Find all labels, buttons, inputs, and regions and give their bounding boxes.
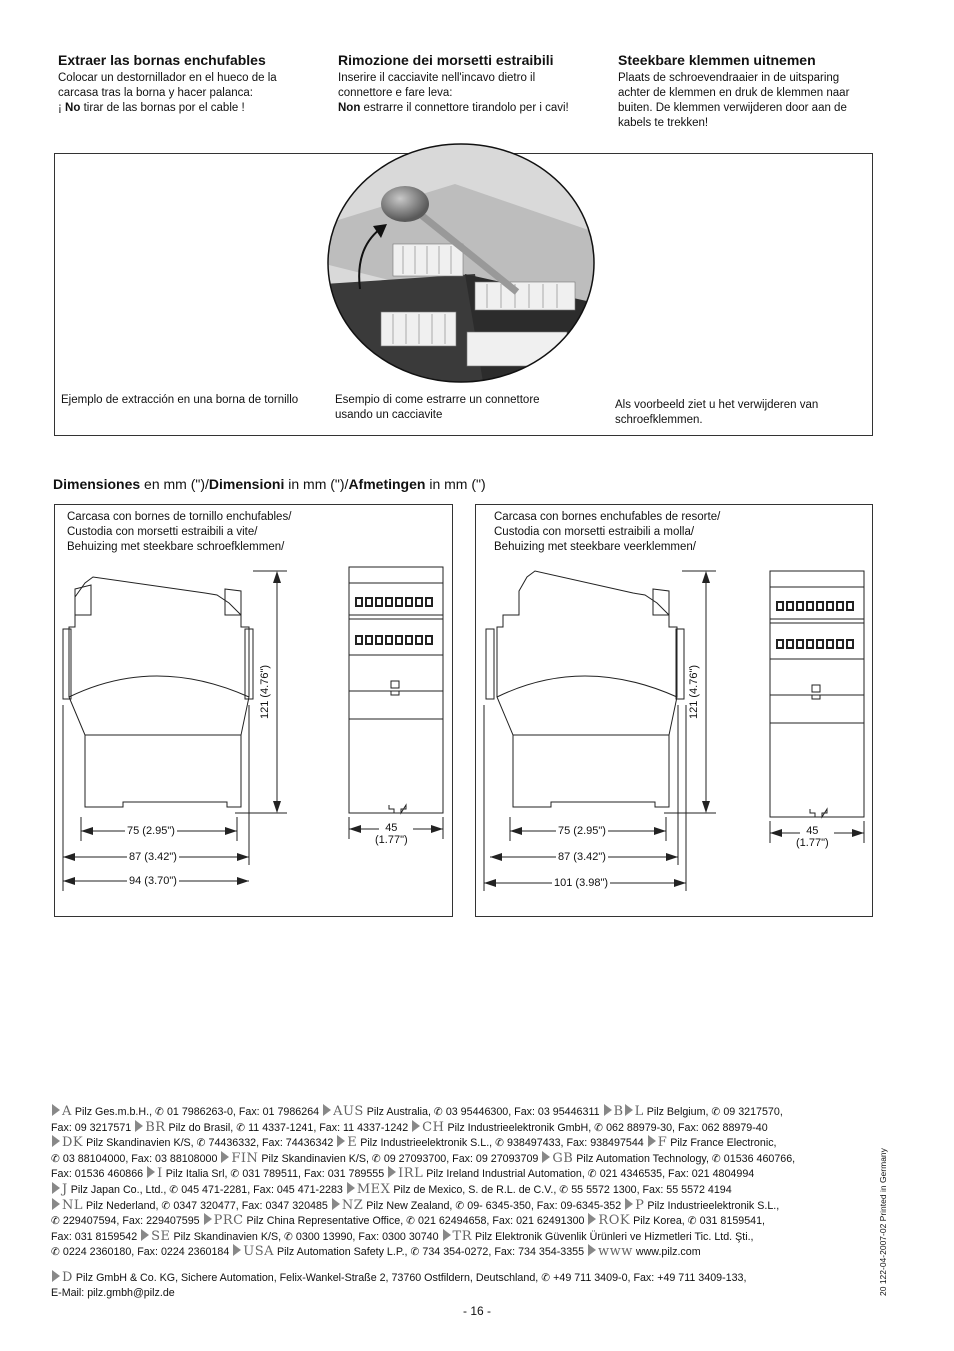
footer-line <box>51 1182 861 1198</box>
triangle-icon <box>52 1182 60 1194</box>
country-code: MEX <box>356 1181 391 1197</box>
footer-line <box>51 1151 861 1167</box>
contact-text: Pilz Industrieelektronik S.L., ✆ 938497433, Fax: 938497544 <box>357 1137 647 1150</box>
contact-text: Pilz do Brasil, ✆ 11 4337-1241, Fax: 11 4337-1242 <box>165 1121 412 1134</box>
contact-text: Pilz Korea, ✆ 031 8159541, <box>630 1215 766 1228</box>
triangle-icon <box>135 1120 143 1132</box>
country-code: DK <box>62 1135 84 1151</box>
dimensions-heading: Dimensiones en mm (")/Dimensioni in mm (")/Afmetingen in mm (") <box>53 476 486 492</box>
drawing-caption: Carcasa con bornes de tornillo enchufables/ Custodia con morsetti estraibili a vite/ Behuizing met steekbare schroefklemmen/ <box>67 511 292 553</box>
dimension-drawing-screw <box>54 504 453 917</box>
height-label: 121 (4.76") <box>688 662 700 722</box>
triangle-icon <box>347 1182 355 1194</box>
caption-it: Esempio di come estrarre un connettore usando un cacciavite <box>335 394 540 421</box>
contact-footer <box>51 1104 861 1300</box>
email-line: E-Mail: pilz.gmbh@pilz.de <box>51 1286 175 1299</box>
triangle-icon <box>52 1198 60 1210</box>
contact-text: Pilz Automation Technology, ✆ 01536 460766, <box>573 1152 796 1165</box>
contact-text: Pilz Skandinavien K/S, ✆ 0300 13990, Fax: 0300 30740 <box>170 1230 442 1243</box>
country-code: F <box>657 1135 668 1151</box>
contact-text: Pilz France Electronic, <box>667 1137 777 1150</box>
contact-text: www.pilz.com <box>632 1246 701 1259</box>
footer-line <box>51 1229 861 1245</box>
extraction-figure-box <box>54 153 873 436</box>
contact-text: Pilz Ireland Industrial Automation, ✆ 021 4346535, Fax: 021 4804994 <box>423 1168 755 1181</box>
country-code: FIN <box>231 1150 259 1166</box>
triangle-icon <box>604 1104 612 1116</box>
triangle-icon <box>233 1244 241 1256</box>
triangle-icon <box>332 1198 340 1210</box>
triangle-icon <box>542 1151 550 1163</box>
width-87-label: 87 (3.42") <box>558 851 606 863</box>
contact-text: Pilz Industrieelektronik S.L., <box>644 1199 780 1212</box>
country-code: D <box>62 1269 73 1285</box>
country-code: ROK <box>598 1213 631 1229</box>
contact-text: Pilz Elektronik Güvenlik Ürünleri ve Hizmetleri Tic. Ltd. Şti., <box>472 1230 754 1243</box>
housing-outline <box>476 505 874 918</box>
width-75-label: 75 (2.95") <box>127 825 175 837</box>
triangle-icon <box>388 1166 396 1178</box>
triangle-icon <box>337 1135 345 1147</box>
country-code: I <box>157 1166 163 1182</box>
contact-text: Pilz Italia Srl, ✆ 031 789511, Fax: 031 789555 <box>162 1168 388 1181</box>
country-code: www <box>598 1244 633 1260</box>
section-title: Extraer las bornas enchufables <box>58 52 266 68</box>
section-text: Plaats de schroevendraaier in de uitsparing achter de klemmen en druk de klemmen naar buiten. De klemmen verwijderen door aan de kabels te trekken! <box>618 72 850 129</box>
footer-line <box>51 1120 861 1136</box>
width-87-label: 87 (3.42") <box>129 851 177 863</box>
contact-text: Pilz Japan Co., Ltd., ✆ 045 471-2281, Fax: 045 471-2283 <box>67 1183 346 1196</box>
triangle-icon <box>588 1244 596 1256</box>
country-code: A <box>62 1104 72 1119</box>
triangle-icon <box>625 1104 633 1116</box>
contact-text: Pilz Industrieelektronik GmbH, ✆ 062 88979-30, Fax: 062 88979-40 <box>444 1121 768 1134</box>
contact-text: ✆ 229407594, Fax: 229407595 <box>51 1215 203 1228</box>
country-code: PRC <box>213 1213 244 1229</box>
section-title: Steekbare klemmen uitnemen <box>618 52 816 68</box>
caption-nl: Als voorbeeld ziet u het verwijderen van schroefklemmen. <box>615 399 819 426</box>
triangle-icon <box>443 1229 451 1241</box>
height-label: 121 (4.76") <box>259 662 271 722</box>
triangle-icon <box>147 1166 155 1178</box>
footer-line <box>51 1135 861 1151</box>
country-code: L <box>634 1104 644 1119</box>
contact-text: Pilz Australia, ✆ 03 95446300, Fax: 03 95446311 <box>363 1106 603 1118</box>
country-code: TR <box>452 1228 472 1244</box>
country-code: B <box>613 1104 624 1119</box>
country-code: NL <box>62 1197 84 1213</box>
country-code: J <box>62 1181 68 1197</box>
triangle-icon <box>648 1135 656 1147</box>
contact-text: Pilz Belgium, ✆ 09 3217570, <box>643 1106 783 1118</box>
contact-text: ✆ 0224 2360180, Fax: 0224 2360184 <box>51 1246 233 1259</box>
footer-line <box>51 1244 861 1260</box>
country-code: E <box>347 1135 358 1151</box>
triangle-icon <box>52 1104 60 1116</box>
contact-text: Pilz China Representative Office, ✆ 021 62494658, Fax: 021 62491300 <box>243 1215 588 1228</box>
contact-text: Fax: 09 3217571 <box>51 1121 135 1134</box>
contact-text: Pilz New Zealand, ✆ 09- 6345-350, Fax: 09-6345-352 <box>363 1199 625 1212</box>
section-nl <box>618 52 888 131</box>
triangle-icon <box>221 1151 229 1163</box>
triangle-icon <box>52 1135 60 1147</box>
footer-line <box>51 1213 861 1229</box>
triangle-icon <box>52 1270 60 1282</box>
caption-es: Ejemplo de extracción en una borna de tornillo <box>61 394 299 406</box>
drawing-caption: Carcasa con bornes enchufables de resorte/ Custodia con morsetti estraibili a molla/ Behuizing met steekbare veerklemmen/ <box>494 511 721 553</box>
section-text: Colocar un destornillador en el hueco de la carcasa tras la borna y hacer palanca: ¡ No tirar de las bornas por el cable ! <box>58 72 277 114</box>
footer-line <box>51 1166 861 1182</box>
triangle-icon <box>412 1120 420 1132</box>
contact-text: Pilz de Mexico, S. de R.L. de C.V., ✆ 55 5572 1300, Fax: 55 5572 4194 <box>390 1183 732 1196</box>
print-info: 20 122-04-2007-02 Printed in Germany <box>878 1148 888 1296</box>
triangle-icon <box>141 1229 149 1241</box>
country-code: BR <box>145 1119 166 1135</box>
country-code: SE <box>151 1228 171 1244</box>
country-code: USA <box>243 1244 275 1260</box>
contact-text: Pilz Skandinavien K/S, ✆ 74436332, Fax: 74436342 <box>83 1137 337 1150</box>
section-es <box>58 52 318 116</box>
triangle-icon <box>323 1104 331 1116</box>
section-text: Inserire il cacciavite nell'incavo dietro il connettore e fare leva: Non estrarre il connettore tirandolo per i cavi! <box>338 72 569 114</box>
contact-text: Pilz Skandinavien K/S, ✆ 09 27093700, Fax: 09 27093709 <box>258 1152 542 1165</box>
width-101-label: 101 (3.98") <box>554 877 609 889</box>
triangle-icon <box>204 1213 212 1225</box>
contact-text: Fax: 01536 460866 <box>51 1168 147 1181</box>
contact-text: Pilz Automation Safety L.P., ✆ 734 354-0272, Fax: 734 354-3355 <box>274 1246 588 1259</box>
footer-line <box>51 1104 861 1120</box>
width-94-label: 94 (3.70") <box>129 875 177 887</box>
side-width-label: 45 (1.77") <box>796 825 829 849</box>
country-code: NZ <box>341 1197 364 1213</box>
contact-text: Fax: 031 8159542 <box>51 1230 141 1243</box>
triangle-icon <box>625 1198 633 1210</box>
country-code: IRL <box>398 1166 424 1182</box>
dimension-drawing-spring <box>475 504 873 917</box>
contact-text: ✆ 03 88104000, Fax: 03 88108000 <box>51 1152 221 1165</box>
footer-line <box>51 1198 861 1214</box>
width-75-label: 75 (2.95") <box>558 825 606 837</box>
side-width-label: 45 (1.77") <box>375 822 408 846</box>
triangle-icon <box>588 1213 596 1225</box>
country-code: P <box>635 1197 645 1213</box>
page-number: - 16 - <box>462 1304 491 1318</box>
section-title: Rimozione dei morsetti estraibili <box>338 52 554 68</box>
housing-outline <box>55 505 454 918</box>
contact-text: Pilz Ges.m.b.H., ✆ 01 7986263-0, Fax: 01 7986264 <box>71 1106 323 1118</box>
contact-text: Pilz GmbH & Co. KG, Sichere Automation, Felix-Wankel-Straße 2, 73760 Ostfildern, Deutschland, ✆ +49 711 3409-0, Fax: +49 711 3409-133, <box>72 1271 747 1284</box>
section-it <box>338 52 608 116</box>
country-code: AUS <box>333 1104 364 1119</box>
country-code: GB <box>552 1150 574 1166</box>
country-code: CH <box>422 1119 445 1135</box>
contact-text: Pilz Nederland, ✆ 0347 320477, Fax: 0347 320485 <box>83 1199 331 1212</box>
headquarters-line <box>51 1270 861 1286</box>
